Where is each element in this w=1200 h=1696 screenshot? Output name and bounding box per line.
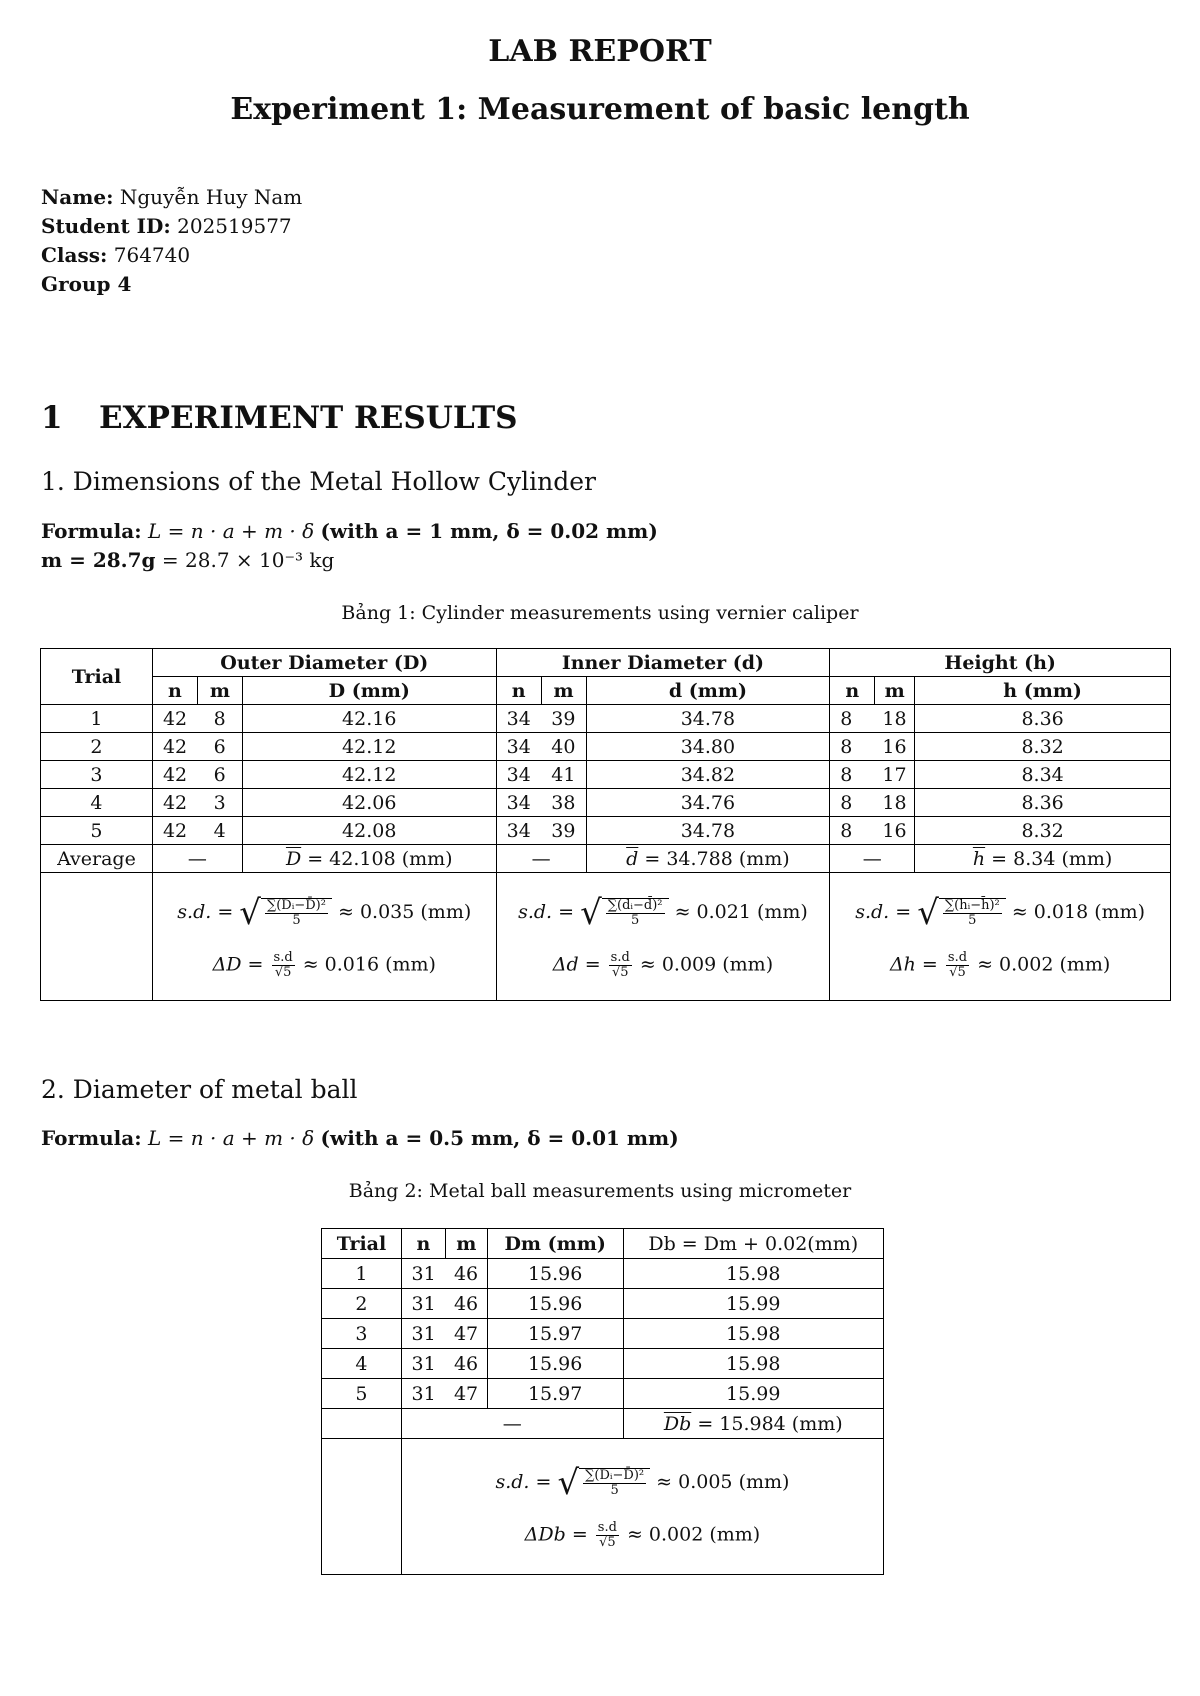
- table-row: [41, 705, 1171, 733]
- avg-value: = 42.108 (mm): [307, 847, 453, 870]
- delta-label: ΔDb =: [524, 1523, 588, 1546]
- value-cell: 8.32: [915, 733, 1171, 761]
- sd-cell-db: [401, 1439, 883, 1575]
- delta-result: ≈ 0.002 (mm): [977, 953, 1111, 976]
- n-cell: 8: [830, 705, 875, 733]
- n-cell: 34: [496, 733, 541, 761]
- n-cell: 8: [830, 733, 875, 761]
- part2-formula: [41, 1124, 679, 1153]
- value-cell: 42.12: [242, 761, 496, 789]
- sd-label: s.d. =: [495, 1471, 552, 1493]
- value-cell: 42.16: [242, 705, 496, 733]
- value-cell: 34.78: [586, 705, 830, 733]
- average-d: [586, 845, 830, 873]
- frac-numerator: ∑(dᵢ−d̄)²: [607, 898, 663, 913]
- class-value: 764740: [113, 243, 191, 267]
- sd-result: ≈ 0.035 (mm): [338, 901, 472, 923]
- value-cell: 34.78: [586, 817, 830, 845]
- frac-denominator: √5: [599, 1535, 616, 1550]
- section-number: 1: [41, 400, 63, 436]
- formula-expression: L = n · a + m · δ: [147, 1126, 315, 1150]
- n-cell: 8: [830, 761, 875, 789]
- frac-numerator: ∑(Dᵢ−D̄)²: [266, 898, 326, 913]
- delta-label: Δd =: [552, 953, 601, 976]
- sqrt-sign: √ $\frac{\text{∑(hᵢ−h̄)²}}{5}$: [917, 893, 1006, 933]
- m-cell: 18: [875, 789, 915, 817]
- trial-header: Trial: [322, 1229, 402, 1259]
- trial-cell: 1: [322, 1259, 402, 1289]
- trial-cell: 2: [322, 1289, 402, 1319]
- m-cell: 6: [197, 761, 242, 789]
- avg-symbol: $\overline{Db}$: [663, 1412, 692, 1435]
- db-cell: 15.98: [623, 1349, 883, 1379]
- avg-value: = 15.984 (mm): [697, 1412, 843, 1435]
- dm-header: Dm (mm): [487, 1229, 623, 1259]
- frac-denominator: 5: [292, 913, 301, 928]
- trial-cell: 2: [41, 733, 153, 761]
- sd-cell-D: [152, 873, 496, 1001]
- n-header: n: [152, 677, 197, 705]
- student-name: Nguyễn Huy Nam: [119, 185, 303, 209]
- frac-denominator: 5: [968, 913, 977, 928]
- average-row: [41, 845, 1171, 873]
- m-cell: 18: [875, 705, 915, 733]
- trial-cell: 4: [322, 1349, 402, 1379]
- frac-denominator: 5: [610, 1483, 619, 1498]
- n-cell: 31: [401, 1349, 445, 1379]
- formula-params: (with a = 1 mm, δ = 0.02 mm): [320, 519, 658, 543]
- n-cell: 31: [401, 1289, 445, 1319]
- inner-diameter-header: Inner Diameter (d): [496, 649, 830, 677]
- sd-result: ≈ 0.021 (mm): [674, 901, 808, 923]
- trial-cell: 1: [41, 705, 153, 733]
- m-cell: 47: [445, 1379, 487, 1409]
- sqrt-sign: √ $\frac{\text{∑(Dᵢ−D̄)²}}{5}$: [557, 1463, 650, 1503]
- m-cell: 46: [445, 1349, 487, 1379]
- m-cell: 17: [875, 761, 915, 789]
- mass-bold: m = 28.7g: [41, 548, 156, 572]
- n-cell: 34: [496, 705, 541, 733]
- m-cell: 38: [541, 789, 586, 817]
- m-cell: 46: [445, 1259, 487, 1289]
- empty-cell: [41, 873, 153, 1001]
- n-cell: 8: [830, 817, 875, 845]
- frac-numerator: s.d: [273, 950, 293, 965]
- frac-numerator: ∑(Dᵢ−D̄)²: [585, 1468, 645, 1483]
- n-cell: 31: [401, 1259, 445, 1289]
- m-header: m: [541, 677, 586, 705]
- dash-cell: —: [496, 845, 586, 873]
- m-cell: 39: [541, 817, 586, 845]
- m-cell: 8: [197, 705, 242, 733]
- class-label: Class:: [41, 243, 108, 267]
- sd-row: [41, 873, 1171, 1001]
- group-line: [41, 270, 302, 299]
- value-cell: 42.08: [242, 817, 496, 845]
- table-row: [41, 761, 1171, 789]
- m-cell: 16: [875, 817, 915, 845]
- n-cell: 42: [152, 761, 197, 789]
- sd-result: ≈ 0.005 (mm): [656, 1471, 790, 1493]
- mass-rest: = 28.7 × 10⁻³ kg: [161, 548, 335, 572]
- id-line: [41, 212, 302, 241]
- db-header: Db = Dm + 0.02(mm): [623, 1229, 883, 1259]
- report-title: LAB REPORT: [488, 34, 712, 69]
- trial-cell: 5: [322, 1379, 402, 1409]
- avg-symbol: $\overline{d}$: [626, 847, 639, 870]
- table-row: [322, 1289, 884, 1319]
- db-cell: 15.99: [623, 1289, 883, 1319]
- formula-label: Formula:: [41, 519, 142, 543]
- table-row: [41, 789, 1171, 817]
- h-header: h (mm): [915, 677, 1171, 705]
- table-row: [322, 1259, 884, 1289]
- m-header: m: [197, 677, 242, 705]
- dm-cell: 15.97: [487, 1379, 623, 1409]
- name-label: Name:: [41, 185, 114, 209]
- ball-table: [321, 1228, 884, 1575]
- m-cell: 40: [541, 733, 586, 761]
- db-cell: 15.99: [623, 1379, 883, 1409]
- empty-cell: [322, 1409, 402, 1439]
- dash-cell: —: [401, 1409, 623, 1439]
- height-header: Height (h): [830, 649, 1171, 677]
- average-label: Average: [41, 845, 153, 873]
- m-cell: 39: [541, 705, 586, 733]
- section-title: EXPERIMENT RESULTS: [99, 400, 518, 436]
- delta-result: ≈ 0.002 (mm): [626, 1523, 761, 1546]
- formula-label: Formula:: [41, 1126, 142, 1150]
- frac-denominator: √5: [949, 965, 966, 980]
- n-header: n: [401, 1229, 445, 1259]
- n-cell: 34: [496, 789, 541, 817]
- sd-label: s.d. =: [177, 901, 234, 923]
- sd-row: [322, 1439, 884, 1575]
- m-cell: 47: [445, 1319, 487, 1349]
- sqrt-sign: √ $\frac{\text{∑(dᵢ−d̄)²}}{5}$: [580, 893, 668, 933]
- formula-line-1: [41, 517, 658, 546]
- table-row: [41, 733, 1171, 761]
- n-header: n: [496, 677, 541, 705]
- class-line: [41, 241, 302, 270]
- formula-expression: L = n · a + m · δ: [147, 519, 315, 543]
- delta-result: ≈ 0.009 (mm): [639, 953, 774, 976]
- student-id: 202519577: [177, 214, 292, 238]
- avg-value: = 8.34 (mm): [991, 847, 1113, 870]
- table-row: [41, 817, 1171, 845]
- average-db: [623, 1409, 883, 1439]
- frac-numerator: ∑(hᵢ−h̄)²: [944, 898, 1000, 913]
- d-header: d (mm): [586, 677, 830, 705]
- dash-cell: —: [152, 845, 242, 873]
- n-header: n: [830, 677, 875, 705]
- n-cell: 34: [496, 761, 541, 789]
- n-cell: 31: [401, 1379, 445, 1409]
- cylinder-table: [40, 648, 1171, 1001]
- m-cell: 4: [197, 817, 242, 845]
- avg-value: = 34.788 (mm): [644, 847, 790, 870]
- table2-caption: Bảng 2: Metal ball measurements using micrometer: [348, 1180, 852, 1202]
- dm-cell: 15.97: [487, 1319, 623, 1349]
- name-line: [41, 183, 302, 212]
- id-label: Student ID:: [41, 214, 171, 238]
- trial-cell: 3: [41, 761, 153, 789]
- n-cell: 8: [830, 789, 875, 817]
- table-row: [322, 1349, 884, 1379]
- empty-cell: [322, 1439, 402, 1575]
- n-cell: 34: [496, 817, 541, 845]
- frac-numerator: s.d: [597, 1520, 617, 1535]
- table-row: [322, 1379, 884, 1409]
- sd-label: s.d. =: [518, 901, 575, 923]
- trial-cell: 4: [41, 789, 153, 817]
- value-cell: 8.36: [915, 705, 1171, 733]
- value-cell: 34.80: [586, 733, 830, 761]
- sd-label: s.d. =: [855, 901, 912, 923]
- section-heading: [41, 400, 518, 436]
- formula-params: (with a = 0.5 mm, δ = 0.01 mm): [320, 1126, 679, 1150]
- trial-header: Trial: [41, 649, 153, 705]
- group-label: Group 4: [41, 272, 132, 296]
- dm-cell: 15.96: [487, 1259, 623, 1289]
- m-header: m: [875, 677, 915, 705]
- average-row: [322, 1409, 884, 1439]
- m-cell: 16: [875, 733, 915, 761]
- table1-caption: Bảng 1: Cylinder measurements using vernier caliper: [341, 602, 859, 624]
- average-D: [242, 845, 496, 873]
- n-cell: 42: [152, 733, 197, 761]
- sd-result: ≈ 0.018 (mm): [1011, 901, 1146, 923]
- trial-cell: 3: [322, 1319, 402, 1349]
- m-cell: 6: [197, 733, 242, 761]
- frac-denominator: √5: [274, 965, 292, 980]
- sd-cell-d: [496, 873, 830, 1001]
- n-cell: 42: [152, 817, 197, 845]
- avg-symbol: $\overline{h}$: [972, 847, 986, 870]
- delta-label: ΔD =: [212, 953, 264, 976]
- frac-numerator: s.d: [610, 950, 630, 965]
- part1-formula: [41, 517, 658, 575]
- m-cell: 46: [445, 1289, 487, 1319]
- m-cell: 3: [197, 789, 242, 817]
- frac-numerator: s.d: [947, 950, 968, 965]
- n-cell: 42: [152, 705, 197, 733]
- avg-symbol: $\overline{D}$: [285, 847, 302, 870]
- table-row: [322, 1319, 884, 1349]
- dm-cell: 15.96: [487, 1289, 623, 1319]
- db-cell: 15.98: [623, 1259, 883, 1289]
- mass-line: [41, 546, 658, 575]
- trial-cell: 5: [41, 817, 153, 845]
- value-cell: 8.34: [915, 761, 1171, 789]
- frac-denominator: √5: [611, 965, 629, 980]
- sd-cell-h: [830, 873, 1171, 1001]
- report-subtitle: Experiment 1: Measurement of basic length: [230, 92, 970, 127]
- outer-diameter-header: Outer Diameter (D): [152, 649, 496, 677]
- m-header: m: [445, 1229, 487, 1259]
- value-cell: 34.82: [586, 761, 830, 789]
- delta-result: ≈ 0.016 (mm): [302, 953, 436, 976]
- db-cell: 15.98: [623, 1319, 883, 1349]
- value-cell: 34.76: [586, 789, 830, 817]
- D-header: D (mm): [242, 677, 496, 705]
- n-cell: 42: [152, 789, 197, 817]
- part1-heading: 1. Dimensions of the Metal Hollow Cylinder: [41, 467, 596, 496]
- dash-cell: —: [830, 845, 915, 873]
- m-cell: 41: [541, 761, 586, 789]
- sqrt-sign: √ $\frac{\text{∑(Dᵢ−D̄)²}}{5}$: [239, 893, 332, 933]
- part2-heading: 2. Diameter of metal ball: [41, 1075, 358, 1104]
- student-info: [41, 183, 302, 299]
- value-cell: 8.32: [915, 817, 1171, 845]
- delta-label: Δh =: [889, 953, 938, 976]
- value-cell: 42.12: [242, 733, 496, 761]
- average-h: [915, 845, 1171, 873]
- value-cell: 8.36: [915, 789, 1171, 817]
- dm-cell: 15.96: [487, 1349, 623, 1379]
- value-cell: 42.06: [242, 789, 496, 817]
- frac-denominator: 5: [630, 913, 640, 928]
- n-cell: 31: [401, 1319, 445, 1349]
